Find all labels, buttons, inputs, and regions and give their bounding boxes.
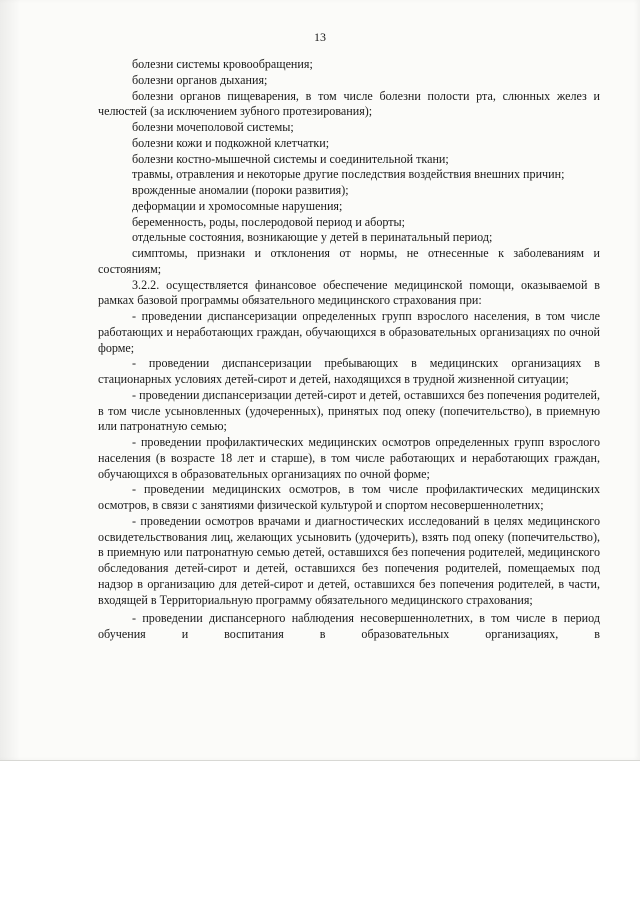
paragraph: травмы, отравления и некоторые другие последствия воздействия внешних причин; bbox=[132, 167, 565, 182]
paragraph: болезни органов пищеварения, в том числе болезни полости рта, слюнных желез и челюстей (за исключением зубного протезирования); bbox=[98, 88, 600, 119]
paragraph: беременность, роды, послеродовой период и аборты; bbox=[132, 214, 406, 229]
page-number: 13 bbox=[314, 30, 326, 44]
paragraph: болезни органов дыхания; bbox=[132, 72, 268, 87]
paragraph: - проведении профилактических медицинских осмотров определенных групп взрослого населения (в возрасте 18 лет и старше), в том числе работающих и неработающих граждан, обучающихся в образовательных организациях по очной форме; bbox=[98, 435, 600, 481]
paragraph: болезни мочеполовой системы; bbox=[132, 120, 294, 134]
document-body bbox=[98, 57, 600, 643]
paragraph: - проведении диспансеризации пребывающих в медицинских организациях в стационарных условиях детей-сирот и детей, находящихся в трудной жизненной ситуации; bbox=[98, 356, 600, 386]
paragraph: - проведении медицинских осмотров, в том числе профилактических медицинских осмотров, в связи с занятиями физической культурой и спортом несовершеннолетних; bbox=[98, 482, 600, 512]
paragraph: болезни системы кровообращения; bbox=[132, 57, 313, 71]
paragraph: врожденные аномалии (пороки развития); bbox=[132, 183, 349, 197]
paragraph: болезни костно-мышечной системы и соединительной ткани; bbox=[132, 151, 449, 166]
paragraph: симптомы, признаки и отклонения от нормы, не отнесенные к заболеваниям и состояниям; bbox=[98, 246, 600, 276]
paragraph: деформации и хромосомные нарушения; bbox=[132, 198, 343, 213]
paragraph: - проведении диспансеризации определенных групп взрослого населения, в том числе работающих и неработающих граждан, обучающихся в образовательных организациях по очной форме; bbox=[98, 309, 600, 355]
paragraph: - проведении диспансерного наблюдения несовершеннолетних, в том числе в период обучения и воспитания в образовательных организациях, в bbox=[98, 611, 600, 641]
paragraph: 3.2.2. осуществляется финансовое обеспечение медицинской помощи, оказываемой в рамках базовой программы обязательного медицинского страхования при: bbox=[98, 277, 600, 308]
paragraph: - проведении диспансеризации детей-сирот и детей, оставшихся без попечения родителей, в том числе усыновленных (удочеренных), принятых под опеку (попечительство), в приемную или патронатную семью; bbox=[98, 387, 600, 434]
paragraph: болезни кожи и подкожной клетчатки; bbox=[132, 135, 330, 150]
paragraph: отдельные состояния, возникающие у детей в перинатальный период; bbox=[132, 230, 493, 245]
paragraph: - проведении осмотров врачами и диагностических исследований в целях медицинского освидетельствования лиц, желающих усыновить (удочерить), взять под опеку (попечительство), в приемную или патронатную семью детей, оставшихся без попечения родителей, медицинского обследования детей-сирот и детей, оставшихся без попечения родителей, помещаемых под надзор в организацию для детей-сирот и детей, оставшихся без попечения родителей, в части, входящей в Территориальную программу обязательного медицинского страхования; bbox=[98, 513, 600, 607]
